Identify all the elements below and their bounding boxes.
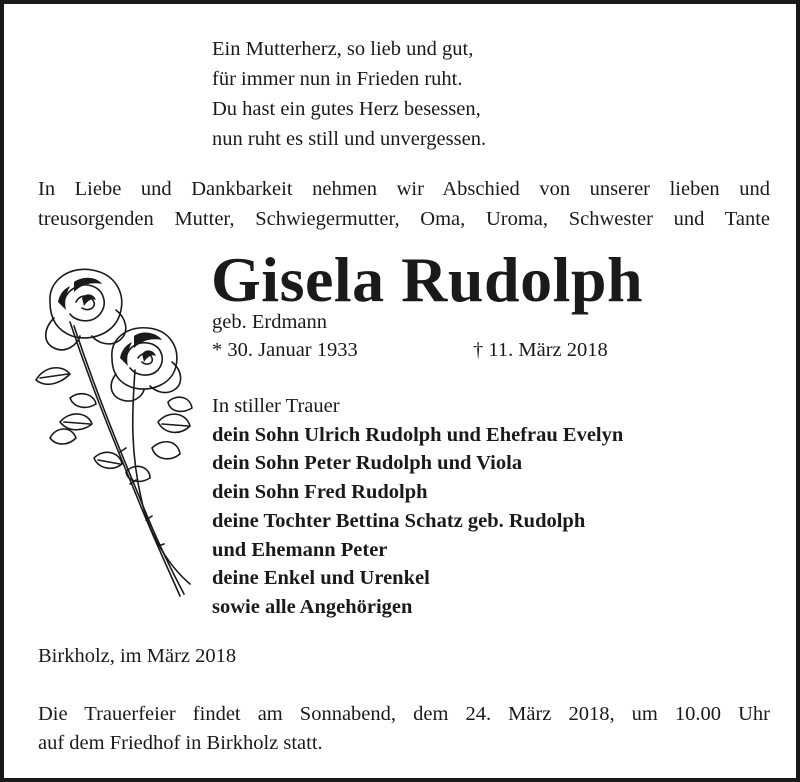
- mourner-name: sowie alle Angehörigen: [212, 595, 413, 618]
- poem: [212, 34, 486, 154]
- maiden-name: geb. Erdmann: [212, 311, 327, 333]
- birth-date: * 30. Januar 1933: [212, 339, 358, 361]
- mourners-heading: In stiller Trauer: [212, 395, 340, 417]
- funeral-line: auf dem Friedhof in Birkholz statt.: [38, 732, 323, 754]
- intro-text: [38, 174, 770, 234]
- mourner-name: dein Sohn Ulrich Rudolph und Ehefrau Evelyn: [212, 423, 624, 446]
- roses-illustration: [30, 262, 200, 602]
- mourners-list: [212, 392, 623, 622]
- poem-line: für immer nun in Frieden ruht.: [212, 68, 463, 90]
- intro-line: treusorgenden Mutter, Schwiegermutter, Oma, Uroma, Schwester und Tante: [38, 208, 770, 230]
- mourner-name: deine Tochter Bettina Schatz geb. Rudolph: [212, 509, 586, 532]
- place-and-date: Birkholz, im März 2018: [38, 645, 237, 667]
- mourner-name: dein Sohn Fred Rudolph: [212, 481, 428, 504]
- mourner-name: dein Sohn Peter Rudolph und Viola: [212, 452, 523, 475]
- mourner-name: deine Enkel und Urenkel: [212, 567, 430, 590]
- rose-leaves: [36, 368, 192, 482]
- rose-stem: [133, 370, 190, 584]
- intro-line: In Liebe und Dankbarkeit nehmen wir Abschied von unserer lieben und: [38, 178, 770, 200]
- death-date: † 11. März 2018: [473, 339, 608, 361]
- funeral-line: Die Trauerfeier findet am Sonnabend, dem 24. März 2018, um 10.00 Uhr: [38, 703, 770, 725]
- funeral-info: [38, 700, 770, 758]
- poem-line: nun ruht es still und unvergessen.: [212, 128, 487, 150]
- poem-line: Du hast ein gutes Herz besessen,: [212, 98, 481, 120]
- rose-stem: [74, 326, 184, 594]
- poem-line: Ein Mutterherz, so lieb und gut,: [212, 38, 474, 60]
- deceased-name: Gisela Rudolph: [211, 244, 644, 315]
- mourner-name: und Ehemann Peter: [212, 538, 388, 561]
